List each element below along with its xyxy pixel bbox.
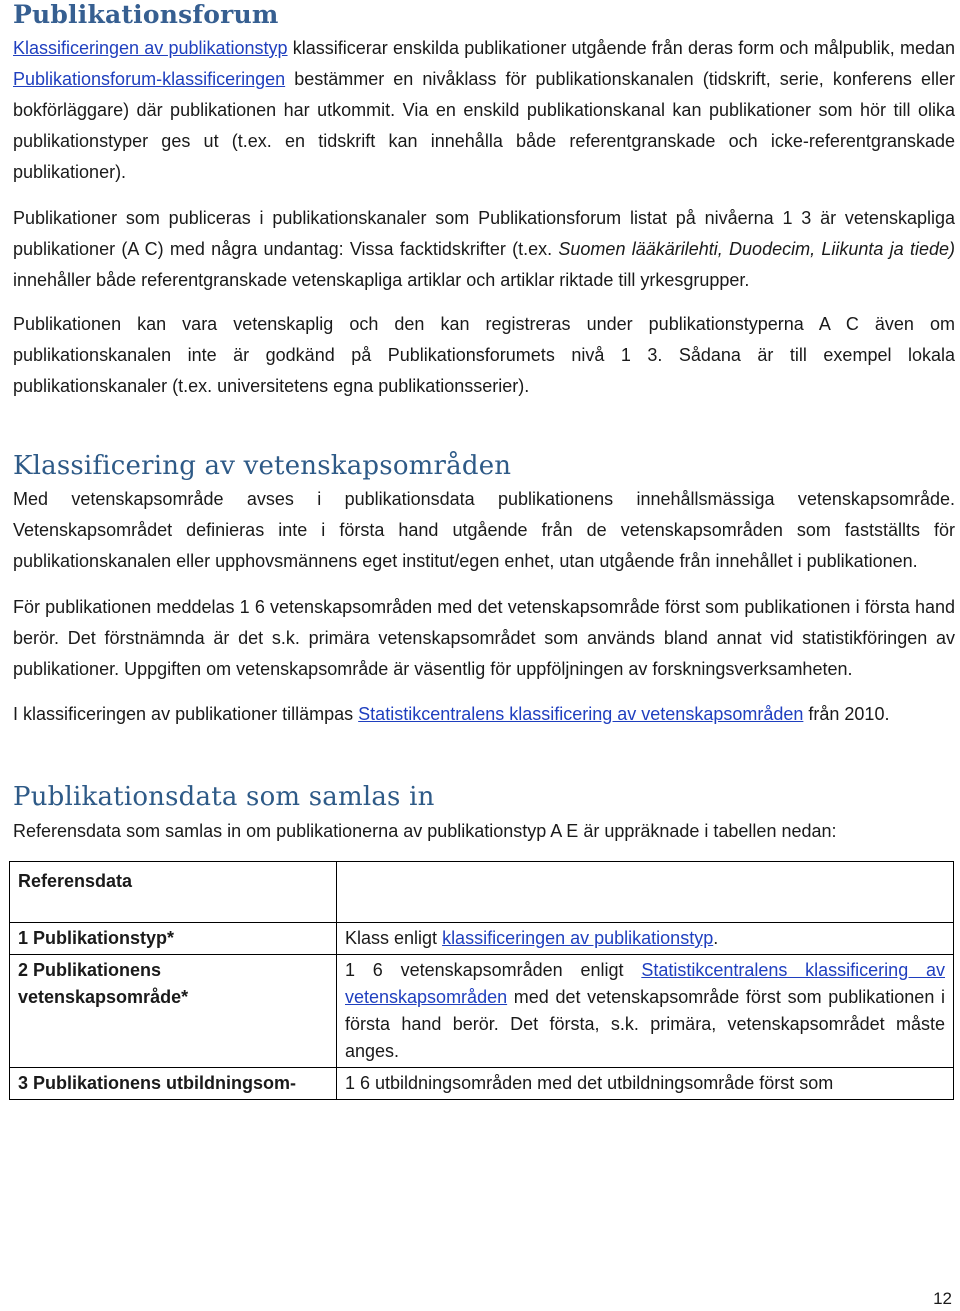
- table-row: [10, 1068, 954, 1100]
- table-cell-label: 2 Publikationens vetenskapsområde*: [10, 955, 337, 1068]
- section-title-publikationsforum: Publikationsforum: [13, 0, 279, 29]
- table-cell-description: [337, 1068, 954, 1100]
- link-statistics-finland-classification[interactable]: Statistikcentralens klassificering av vetenskapsområden: [358, 704, 804, 724]
- link-publication-type-classification[interactable]: Klassificeringen av publikationstyp: [13, 38, 288, 58]
- table-row: [10, 923, 954, 955]
- table-cell-description: [337, 923, 954, 955]
- italic-journal-names: Suomen lääkärilehti, Duodecim, Liikunta ja tiede): [558, 239, 955, 259]
- paragraph-text: klassificerar enskilda publikationer utgående från deras form och målpublik, medan: [287, 38, 955, 58]
- link-statistics-finland-classification[interactable]: Statistikcentralens klassificering av vetenskapsområden: [345, 960, 945, 1007]
- cell-text: 1 6 vetenskapsområden enligt: [345, 960, 642, 980]
- table-header-cell: Referensdata: [10, 862, 337, 923]
- cell-text: med det vetenskapsområde först som publikationen i första hand berör. Det första, s.k. primära, vetenskapsområdet måste anges.: [345, 987, 945, 1061]
- link-publication-type-classification[interactable]: klassificeringen av publikationstyp: [442, 928, 714, 948]
- paragraph-text: Publikationer som publiceras i publikationskanaler som Publikationsforum listat på nivåerna 1 3 är vetenskapliga publikationer (A C) med några undantag: Vissa facktidskrifter (t.ex.: [13, 208, 955, 259]
- table-cell-description: [337, 955, 954, 1068]
- cell-text: Klass enligt: [345, 928, 443, 948]
- table-cell-label: 3 Publikationens utbildningsom-: [10, 1068, 337, 1100]
- paragraph-text: bestämmer en nivåklass för publikationskanalen (tidskrift, serie, konferens eller bokförläggare) där publikationen har utkommit. Via en enskild publikationskanal kan publikationer som hör till olika publikationstyper ges ut (t.ex. en tidskrift kan innehålla både referentgranskade och icke-referentgranskade publikationer).: [13, 69, 955, 182]
- paragraph: Med vetenskapsområde avses i publikationsdata publikationens innehållsmässiga vetenskapsområde. Vetenskapsområdet definieras inte i första hand utgående från de vetenskapsområden som fastställts för publikationskanalen eller upphovsmännens eget institut/egen enhet, utan utgående från innehållet i publikationen.: [13, 489, 955, 571]
- table-cell-label: 1 Publikationstyp*: [10, 923, 337, 955]
- paragraph-text: innehåller både referentgranskade vetenskapliga artiklar och artiklar riktade till yrkesgrupper.: [13, 270, 750, 290]
- paragraph: [13, 203, 955, 296]
- reference-data-table: [9, 861, 954, 1100]
- table-header-row: [10, 862, 954, 923]
- paragraph-text: från 2010.: [803, 704, 890, 724]
- paragraph: För publikationen meddelas 1 6 vetenskapsområden med det vetenskapsområde först som publikationen i första hand berör. Det förstnämnda är det s.k. primära vetenskapsområdet som används bland annat vid statistikföringen av publikationer. Uppgiften om vetenskapsområde är väsentlig för uppföljningen av forskningsverksamheten.: [13, 597, 955, 679]
- section-title-publikationsdata: Publikationsdata som samlas in: [13, 782, 435, 812]
- paragraph: Publikationen kan vara vetenskaplig och den kan registreras under publikationstyperna A C även om publikationskanalen inte är godkänd på Publikationsforumets nivå 1 3. Sådana är till exempel lokala publikationskanaler (t.ex. universitetens egna publikationsserier).: [13, 314, 955, 396]
- document-page: [13, 0, 955, 1100]
- table-header-empty-cell: [337, 862, 954, 923]
- link-publikationsforum-classification[interactable]: Publikationsforum-klassificeringen: [13, 69, 286, 89]
- paragraph-text: I klassificeringen av publikationer tillämpas: [13, 704, 359, 724]
- cell-text: 1 6 utbildningsområden med det utbildningsområde först som: [345, 1073, 834, 1093]
- table-row: [10, 955, 954, 1068]
- cell-text: .: [713, 928, 719, 948]
- section-title-vetenskapsomraden: Klassificering av vetenskapsområden: [13, 451, 512, 481]
- paragraph: Referensdata som samlas in om publikationerna av publikationstyp A E är uppräknade i tabellen nedan:: [13, 821, 837, 841]
- page-number: 12: [933, 1289, 952, 1308]
- paragraph: [13, 33, 955, 188]
- paragraph: [13, 699, 955, 730]
